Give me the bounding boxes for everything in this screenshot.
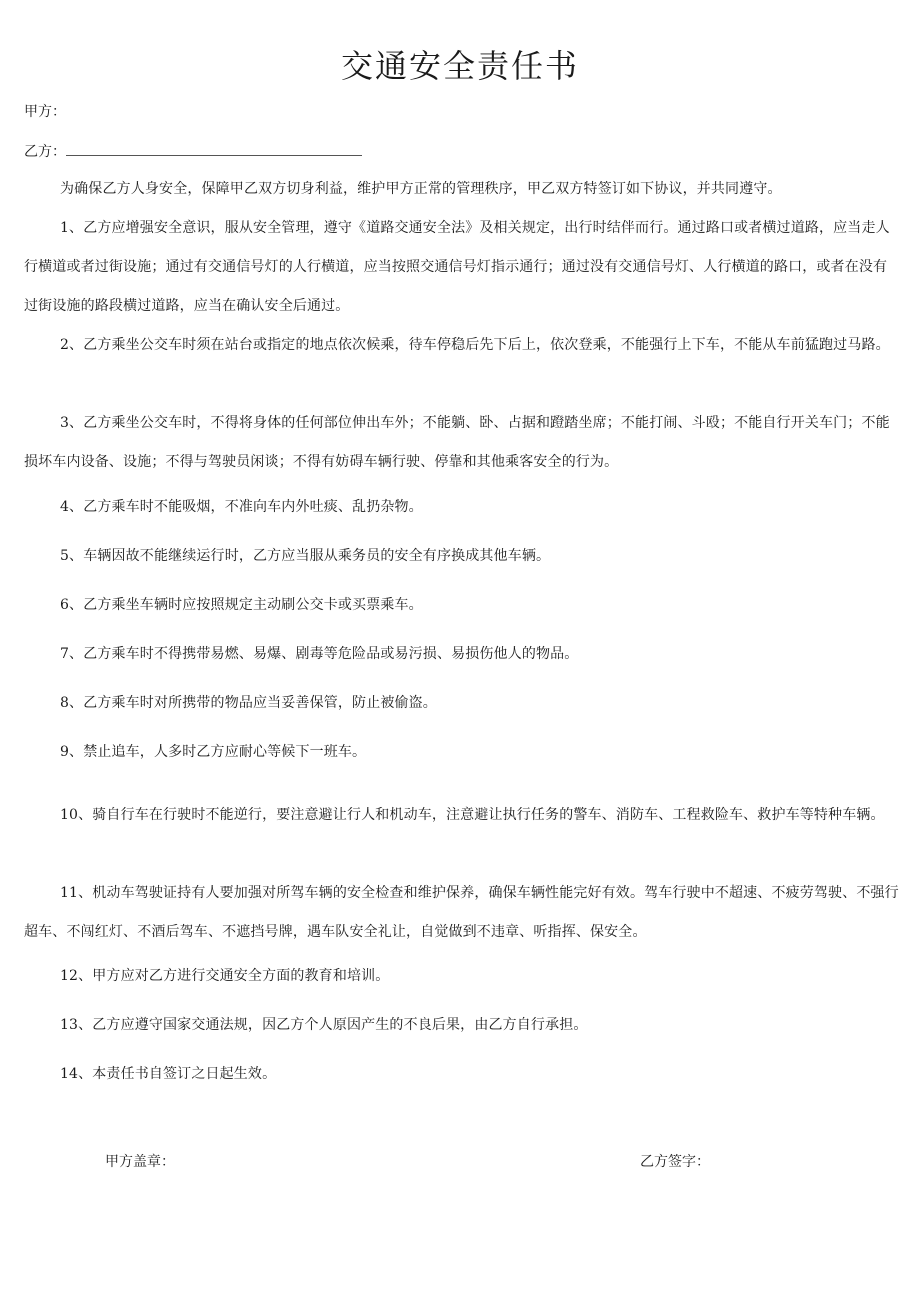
clause-3: 3、乙方乘坐公交车时，不得将身体的任何部位伸出车外；不能躺、卧、占据和蹬踏坐席；不能打闹、斗殴；不能自行开关车门；不能损坏车内设备、设施；不得与驾驶员闲谈；不得有妨碍车辆行驶、停靠和其他乘客安全的行为。	[24, 415, 890, 470]
clause-8: 8、乙方乘车时对所携带的物品应当妥善保管，防止被偷盗。	[60, 695, 437, 711]
clause-13: 13、乙方应遵守国家交通法规，因乙方个人原因产生的不良后果，由乙方自行承担。	[60, 1017, 588, 1033]
party-b-blank	[66, 143, 362, 156]
party-b-signature-label: 乙方签字：	[640, 1154, 710, 1170]
clause-6: 6、乙方乘坐车辆时应按照规定主动刷公交卡或买票乘车。	[60, 597, 423, 613]
party-b-line	[24, 142, 362, 162]
clause-12: 12、甲方应对乙方进行交通安全方面的教育和培训。	[60, 968, 390, 984]
clause-5: 5、车辆因故不能继续运行时，乙方应当服从乘务员的安全有序换成其他车辆。	[60, 548, 551, 564]
party-a-line	[24, 102, 66, 122]
party-b-label: 乙方：	[24, 144, 66, 160]
clause-9: 9、禁止追车，人多时乙方应耐心等候下一班车。	[60, 744, 367, 760]
clause-1: 1、乙方应增强安全意识，服从安全管理，遵守《道路交通安全法》及相关规定，出行时结伴而行。通过路口或者横过道路，应当走人行横道或者过街设施；通过有交通信号灯的人行横道，应当按照交通信号灯指示通行；通过没有交通信号灯、人行横道的路口，或者在没有过街设施的路段横过道路，应当在确认安全后通过。	[24, 220, 890, 314]
document-title: 交通安全责任书	[340, 47, 579, 85]
party-a-seal-label: 甲方盖章：	[105, 1154, 175, 1170]
clause-4: 4、乙方乘车时不能吸烟，不准向车内外吐痰、乱扔杂物。	[60, 499, 423, 515]
clause-10: 10、骑自行车在行驶时不能逆行，要注意避让行人和机动车，注意避让执行任务的警车、消防车、工程救险车、救护车等特种车辆。	[60, 807, 885, 823]
party-a-label: 甲方：	[24, 104, 66, 120]
clause-11: 11、机动车驾驶证持有人要加强对所驾车辆的安全检查和维护保养，确保车辆性能完好有效。驾车行驶中不超速、不疲劳驾驶、不强行超车、不闯红灯、不酒后驾车、不遮挡号牌，遇车队安全礼让，自觉做到不违章、听指挥、保安全。	[24, 885, 899, 940]
clause-14: 14、本责任书自签订之日起生效。	[60, 1066, 277, 1082]
clause-7: 7、乙方乘车时不得携带易燃、易爆、剧毒等危险品或易污损、易损伤他人的物品。	[60, 646, 579, 662]
intro-paragraph: 为确保乙方人身安全，保障甲乙双方切身利益，维护甲方正常的管理秩序，甲乙双方特签订如下协议，并共同遵守。	[60, 181, 782, 197]
clause-2: 2、乙方乘坐公交车时须在站台或指定的地点依次候乘，待车停稳后先下后上，依次登乘，不能强行上下车，不能从车前猛跑过马路。	[60, 337, 890, 353]
